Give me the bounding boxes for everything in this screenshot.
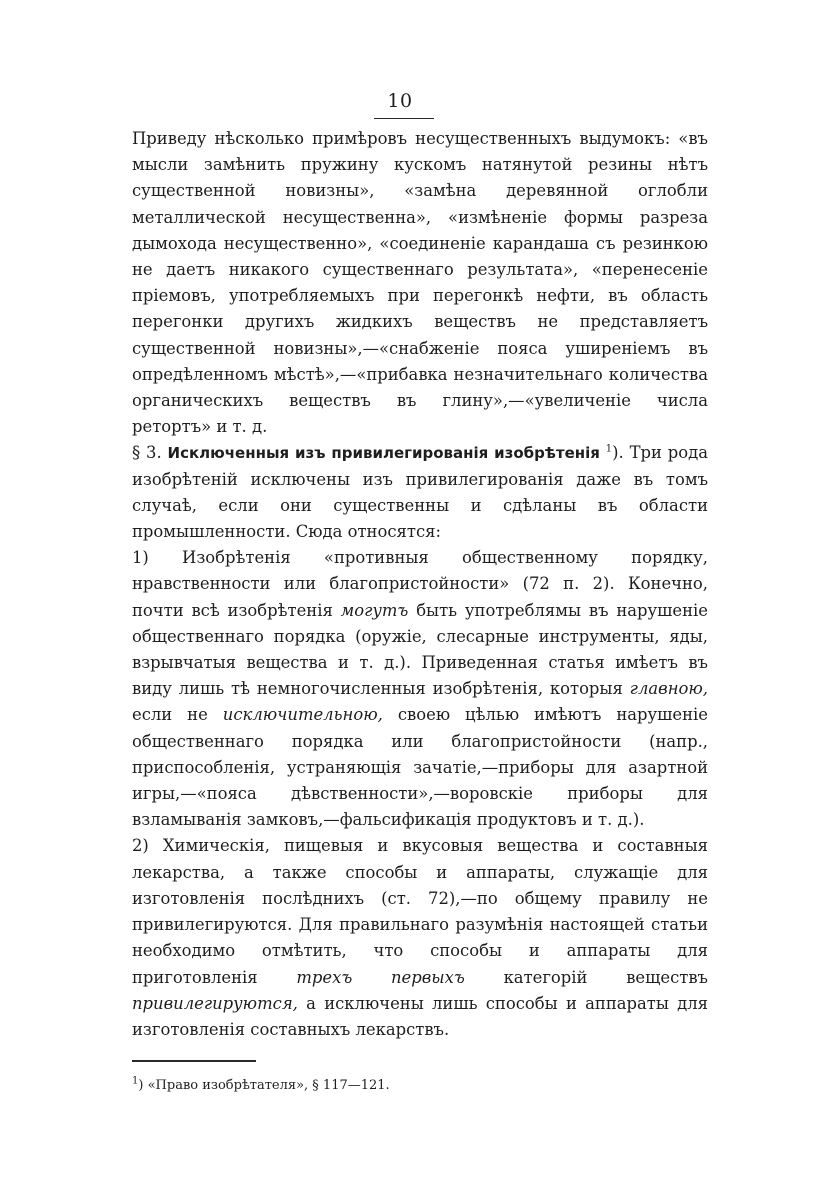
item-1-text-d: своею цѣлью имѣютъ нарушеніе общественнаго порядка или благопристойности (напр., приспособленія, устраняющія зачатіе,—приборы для азартной игры,—«пояса дѣвственности»,—воровскіе приборы для взламыванія замковъ,—фальсификація продуктовъ и т. д.). [132, 705, 708, 830]
section-intro-text: ). Три рода изобрѣтеній исключены изъ привилегированія даже въ томъ случаѣ, если они существенны и сдѣланы въ области промышленности. Сюда относятся: [132, 443, 709, 542]
body-text [132, 126, 708, 1043]
item-2-text-b: категорій веществъ [503, 967, 708, 987]
item-2-emphasis-1: трехъ первыхъ [296, 967, 465, 987]
footnote [132, 1077, 708, 1095]
item-1-emphasis-3: исключительною, [222, 705, 383, 725]
item-1-text-c: если не [132, 705, 208, 725]
footnote-mark: 1 [132, 1075, 139, 1087]
page-number-underline [374, 118, 434, 119]
item-1-text-b: быть употреблямы въ нарушеніе общественнаго порядка (оружіе, слесарные инструменты, яды, взрывчатыя вещества и т. д.). Приведенная статья имѣетъ въ виду лишь тѣ немногочисленныя изобрѣтенія, которыя [132, 600, 708, 699]
footnote-separator [132, 1060, 256, 1062]
footnote-reference: 1 [605, 443, 613, 455]
item-1-emphasis-2: главною, [629, 679, 708, 699]
paragraph-section-3 [132, 440, 708, 545]
paragraph-examples-text: Приведу нѣсколько примѣровъ несущественныхъ выдумокъ: «въ мысли замѣнить пружину кускомъ натянутой резины нѣтъ существенной новизны», «замѣна деревянной оглобли металлической несущественна», «измѣненіе формы разреза дымохода несущественно», «соединеніе карандаша съ резинкою не даетъ никакого существеннаго результата», «перенесеніе пріемовъ, употребляемыхъ при перегонкѣ нефти, въ область перегонки другихъ жидкихъ веществъ не представляетъ существенной новизны»,—«снабженіе пояса уширеніемъ въ опредѣленномъ мѣстѣ»,—«прибавка незначительнаго количества органическихъ веществъ въ глину»,—«увеличеніе числа ретортъ» и т. д. [132, 129, 708, 437]
section-heading: Исключенныя изъ привилегированія изобрѣтенія [167, 444, 600, 463]
paragraph-item-2 [132, 833, 708, 1043]
paragraph-item-1 [132, 545, 708, 833]
item-1-text-a: 1) Изобрѣтенія «противныя общественному порядку, нравственности или благопристойности» (72 п. 2). Конечно, почти всѣ изобрѣтенія [132, 548, 708, 620]
item-2-text-a: 2) Химическія, пищевыя и вкусовыя вещества и составныя лекарства, а также способы и аппараты, служащіе для изготовленія послѣднихъ (ст. 72),—по общему правилу не привилегируются. Для правильнаго разумѣнія настоящей статьи необходимо отмѣтить, что способы и аппараты для приготовленія [132, 836, 708, 987]
page-number: 10 [387, 90, 413, 112]
section-number: § 3. [132, 443, 162, 463]
footnote-text: ) «Право изобрѣтателя», § 117—121. [138, 1078, 390, 1093]
item-2-text-c: а исключены лишь способы и аппараты для изготовленія составныхъ лекарствъ. [132, 993, 708, 1039]
item-2-emphasis-2: привилегируются, [132, 993, 298, 1013]
item-1-emphasis-1: могутъ [340, 600, 409, 620]
paragraph-examples [132, 126, 708, 440]
